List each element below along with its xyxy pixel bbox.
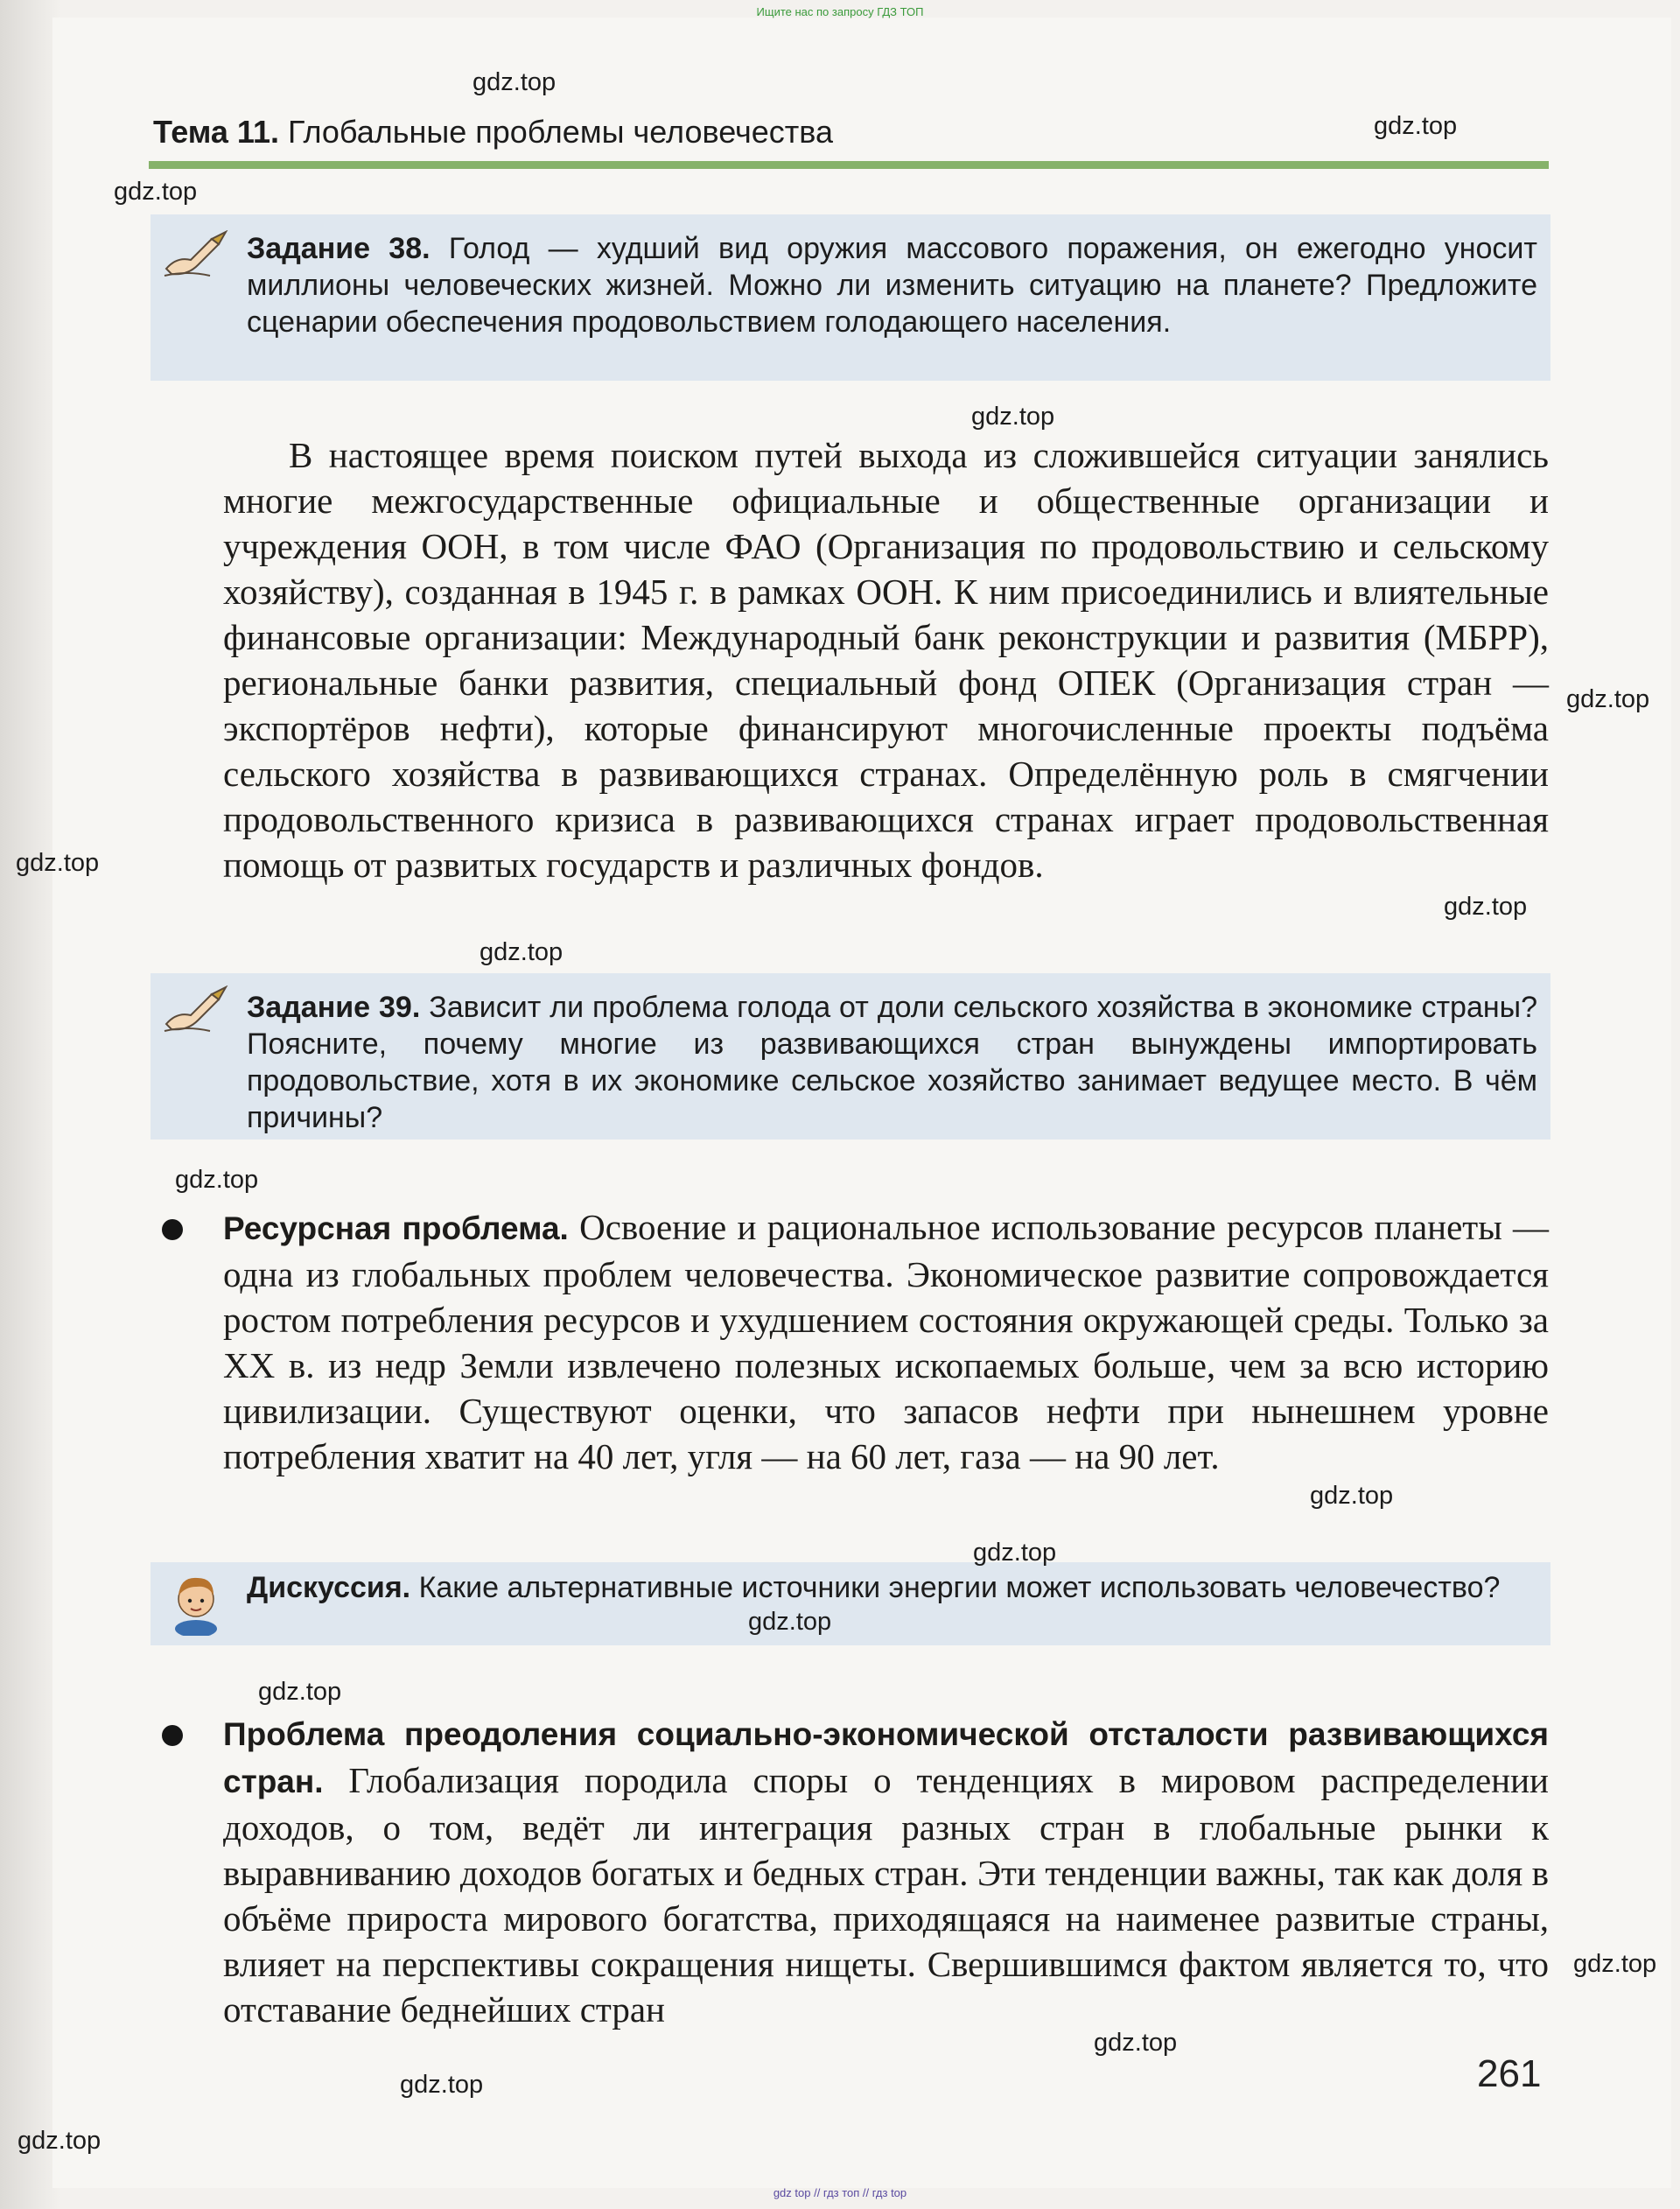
- discussion-body: Какие альтернативные источники энергии может использовать человечество?: [418, 1571, 1501, 1604]
- watermark: gdz.top: [1573, 1950, 1657, 1978]
- paragraph-un-organizations: В настоящее время поиском путей выхода из сложившейся ситуации занялись многие межгосударственные официальные и общественные организации и учреждения ООН, в том числе ФАО (Организация по продовольствию и сельскому хозяйству), созданная в 1945 г. в рамках ООН. К ним присоединились и влиятельные финансовые организации: Международный банк реконструкции и развития (МБРР), региональные банки развития, специальный фонд ОПЕК (Организация стран — экспортёров нефти), которые финансируют многочисленные проекты подъёма сельского хозяйства в развивающихся странах. Определённую роль в смягчении продовольственного кризиса в развивающихся странах играет продовольственная помощь от развитых государств и различных фондов.: [223, 435, 1549, 885]
- bottom-note: gdz top // гдз топ // гдз top: [773, 2186, 907, 2199]
- watermark: gdz.top: [400, 2071, 484, 2099]
- watermark: gdz.top: [748, 1608, 832, 1636]
- resource-problem-text: Освоение и рациональное использование ресурсов планеты — одна из глобальных проблем человечества. Экономическое развитие сопровождается ростом потребления ресурсов и ухудшением состояния окружающей среды. Только за XX в. из недр Земли извлечено полезных ископаемых больше, чем за всю историю цивилизации. Существуют оценки, что запасов нефти при нынешнем уровне потребления хватит на 40 лет, угля — на 60 лет, газа — на 90 лет.: [223, 1207, 1549, 1476]
- task-38-box: [150, 214, 1550, 381]
- paragraph-resource-problem: [223, 1204, 1549, 1479]
- topic-number: Тема 11.: [153, 114, 279, 150]
- discussion-text: [247, 1569, 1537, 1606]
- backwardness-problem-title: Проблема преодоления социально-экономической отсталости развивающихся стран.: [223, 1716, 1549, 1799]
- watermark: gdz.top: [1566, 685, 1650, 713]
- watermark: gdz.top: [258, 1678, 342, 1706]
- watermark: gdz.top: [480, 938, 564, 966]
- page-header: [153, 114, 1549, 161]
- pencil-hand-icon: [161, 230, 231, 279]
- discussion-box: [150, 1562, 1550, 1645]
- watermark: gdz.top: [18, 2127, 102, 2155]
- header-rule: [149, 161, 1549, 169]
- top-note: Ищите нас по запросу ГДЗ ТОП: [756, 5, 924, 18]
- bullet-resource: [162, 1219, 183, 1240]
- watermark: gdz.top: [175, 1166, 259, 1194]
- task-39-text: [247, 989, 1537, 1136]
- topic-title: Глобальные проблемы человечества: [288, 114, 834, 150]
- discussion-label: Дискуссия.: [247, 1571, 411, 1604]
- task-38-label: Задание 38.: [247, 232, 430, 265]
- page-number: 261: [1477, 2052, 1542, 2095]
- backwardness-problem-text: Глобализация породила споры о тенденциях в мировом распределении доходов, о том, ведёт ли интеграция разных стран в глобальные рынки к выравниванию доходов богатых и бедных стран. Эти тенденции важны, так как доля в объёме прироста мирового богатства, приходящаяся на наименее развитые страны, влияет на перспективы сокращения нищеты. Свершившимся фактом является то, что отставание беднейших стран: [223, 1760, 1549, 2030]
- bullet-backwardness: [162, 1725, 183, 1746]
- watermark: gdz.top: [1310, 1482, 1394, 1510]
- watermark: gdz.top: [16, 849, 100, 877]
- watermark: gdz.top: [114, 178, 198, 206]
- watermark: gdz.top: [1374, 112, 1458, 140]
- task-39-label: Задание 39.: [247, 991, 421, 1024]
- task-39-box: [150, 973, 1550, 1140]
- task-38-text: [247, 230, 1537, 340]
- task-38-body: Голод — худший вид оружия массового поражения, он ежегодно уносит миллионы человеческих жизней. Можно ли изменить ситуацию на планете? Предложите сценарии обеспечения продовольствием голодающего населения.: [247, 232, 1537, 339]
- watermark: gdz.top: [973, 1539, 1057, 1567]
- paragraph-backwardness-problem: [223, 1710, 1549, 2032]
- watermark: gdz.top: [1094, 2029, 1178, 2057]
- boy-avatar-icon: [170, 1569, 222, 1636]
- watermark: gdz.top: [472, 68, 556, 96]
- task-39-body: Зависит ли проблема голода от доли сельского хозяйства в экономике страны? Поясните, почему многие из развивающихся стран вынуждены импортировать продовольствие, хотя в их экономике сельское хозяйство занимает ведущее место. В чём причины?: [247, 991, 1537, 1134]
- watermark: gdz.top: [971, 403, 1055, 431]
- resource-problem-title: Ресурсная проблема.: [223, 1210, 569, 1246]
- watermark: gdz.top: [1444, 893, 1528, 921]
- pencil-hand-icon: [161, 985, 231, 1034]
